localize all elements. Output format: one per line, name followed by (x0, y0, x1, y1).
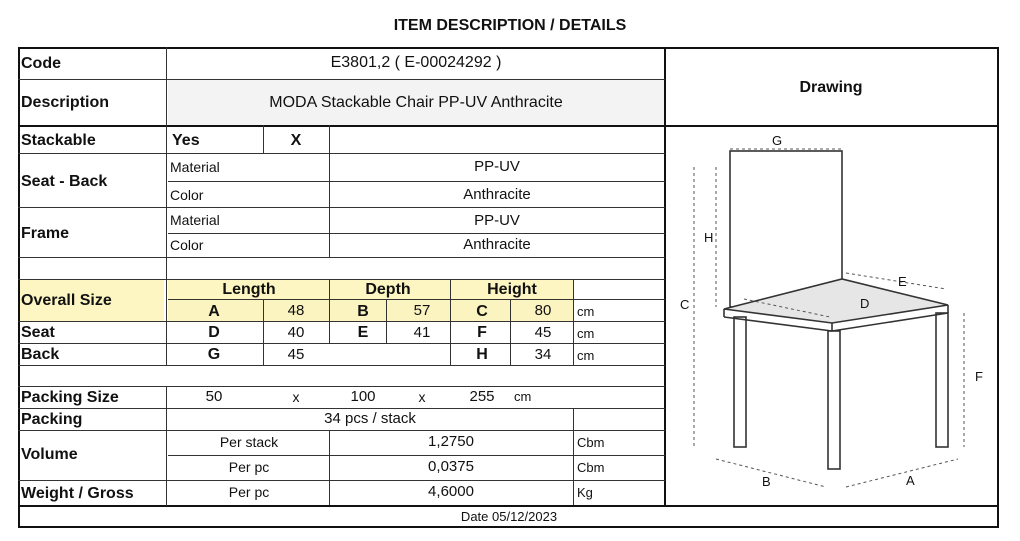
stackable-label: Stackable (21, 132, 96, 149)
col-line (263, 125, 264, 153)
dim-g-label: G (207, 346, 221, 363)
date: Date 05/12/2023 (460, 509, 558, 524)
row-line (168, 455, 665, 456)
packing-size-x1: x (292, 389, 300, 405)
chair-seat (724, 279, 948, 323)
volume-stack-value: 1,2750 (428, 433, 474, 450)
seat-label: Seat (21, 324, 55, 341)
stackable-mark: X (290, 132, 302, 149)
volume-per-pc-label: Per pc (228, 459, 270, 475)
packing-size-unit: cm (514, 389, 532, 404)
depth-header: Depth (365, 281, 411, 298)
dim-c-value: 80 (534, 302, 552, 319)
drawing-label-g: G (772, 133, 783, 148)
col-line (450, 279, 451, 365)
drawing-label-h: H (704, 230, 714, 245)
row-line (18, 408, 665, 409)
row-line (168, 181, 665, 182)
packing-value: 34 pcs / stack (324, 410, 416, 427)
chair-leg (936, 313, 948, 447)
packing-size-x2: x (418, 389, 426, 405)
col-line (386, 299, 387, 343)
seat-back-color: Anthracite (463, 186, 531, 203)
drawing-label-d: D (860, 296, 870, 311)
col-line (573, 279, 574, 365)
dim-e-label: E (357, 324, 369, 341)
row-line (168, 299, 665, 300)
col-line (573, 408, 574, 505)
dim-h-label: H (476, 346, 488, 363)
drawing-label-b: B (762, 474, 771, 489)
row-line (18, 207, 665, 208)
row-line (18, 321, 665, 322)
dim-c-label: C (476, 303, 488, 320)
row-line (18, 365, 665, 366)
weight-value: 4,6000 (428, 483, 474, 500)
row-line (18, 386, 665, 387)
chair-leg (734, 317, 746, 447)
packing-size-1: 50 (205, 388, 223, 405)
weight-per-pc-label: Per pc (228, 484, 270, 500)
row-line (18, 79, 665, 80)
seat-unit: cm (577, 326, 595, 341)
chair-drawing (666, 127, 998, 504)
volume-pc-value: 0,0375 (428, 458, 474, 475)
row-line (18, 430, 665, 431)
chair-leg (828, 331, 840, 469)
col-line (329, 430, 330, 505)
volume-stack-unit: Cbm (577, 435, 605, 450)
col-line (510, 299, 511, 365)
packing-size-2: 100 (350, 388, 376, 405)
seat-back-material: PP-UV (474, 158, 520, 175)
dim-h-value: 34 (534, 346, 552, 363)
frame-color: Anthracite (463, 236, 531, 253)
frame-material: PP-UV (474, 212, 520, 229)
frame-material-label: Material (170, 212, 220, 228)
row-line (18, 343, 665, 344)
dim-d-value: 40 (287, 324, 305, 341)
dim-e-value: 41 (413, 324, 431, 341)
dim-a-label: A (208, 303, 220, 320)
drawing-label-e: E (898, 274, 907, 289)
packing-size-3: 255 (469, 388, 495, 405)
col-line (329, 125, 330, 257)
stackable-yes: Yes (172, 132, 200, 149)
drawing-label-c: C (680, 297, 690, 312)
description-value: MODA Stackable Chair PP-UV Anthracite (269, 94, 563, 111)
code-label: Code (21, 55, 61, 72)
dim-b-label: B (357, 303, 369, 320)
volume-per-stack-label: Per stack (219, 434, 279, 450)
length-header: Length (222, 281, 276, 298)
dim-b-value: 57 (413, 302, 431, 319)
volume-pc-unit: Cbm (577, 460, 605, 475)
seat-back-color-label: Color (170, 187, 204, 203)
back-label: Back (21, 346, 60, 363)
row-line (18, 279, 665, 280)
weight-label: Weight / Gross (21, 485, 134, 502)
row-line (18, 480, 665, 481)
row-line (168, 233, 665, 234)
page-title: ITEM DESCRIPTION / DETAILS (393, 17, 627, 34)
drawing-label-f: F (975, 369, 983, 384)
volume-label: Volume (21, 446, 78, 463)
drawing-label-a: A (906, 473, 915, 488)
frame-label: Frame (21, 225, 70, 242)
seat-back-label: Seat - Back (21, 173, 108, 190)
overall-size-label: Overall Size (21, 292, 112, 309)
code-value: E3801,2 ( E-00024292 ) (330, 54, 502, 71)
overall-unit: cm (577, 304, 595, 319)
frame-color-label: Color (170, 237, 204, 253)
height-header: Height (487, 281, 537, 298)
col-line (166, 47, 167, 366)
col-line (329, 279, 330, 343)
dim-g-value: 45 (287, 346, 305, 363)
col-line (166, 386, 167, 506)
weight-unit: Kg (577, 485, 593, 500)
dim-d-label: D (208, 324, 220, 341)
description-label: Description (21, 94, 110, 111)
dim-f-label: F (477, 324, 487, 341)
col-line (263, 299, 264, 365)
row-line (18, 125, 665, 127)
back-unit: cm (577, 348, 595, 363)
row-line (18, 257, 665, 258)
dim-f-value: 45 (534, 324, 552, 341)
packing-label: Packing (21, 411, 83, 428)
drawing-label: Drawing (799, 79, 863, 96)
row-line (18, 153, 665, 154)
dim-a-value: 48 (287, 302, 305, 319)
packing-size-label: Packing Size (21, 389, 119, 406)
seat-back-material-label: Material (170, 159, 220, 175)
